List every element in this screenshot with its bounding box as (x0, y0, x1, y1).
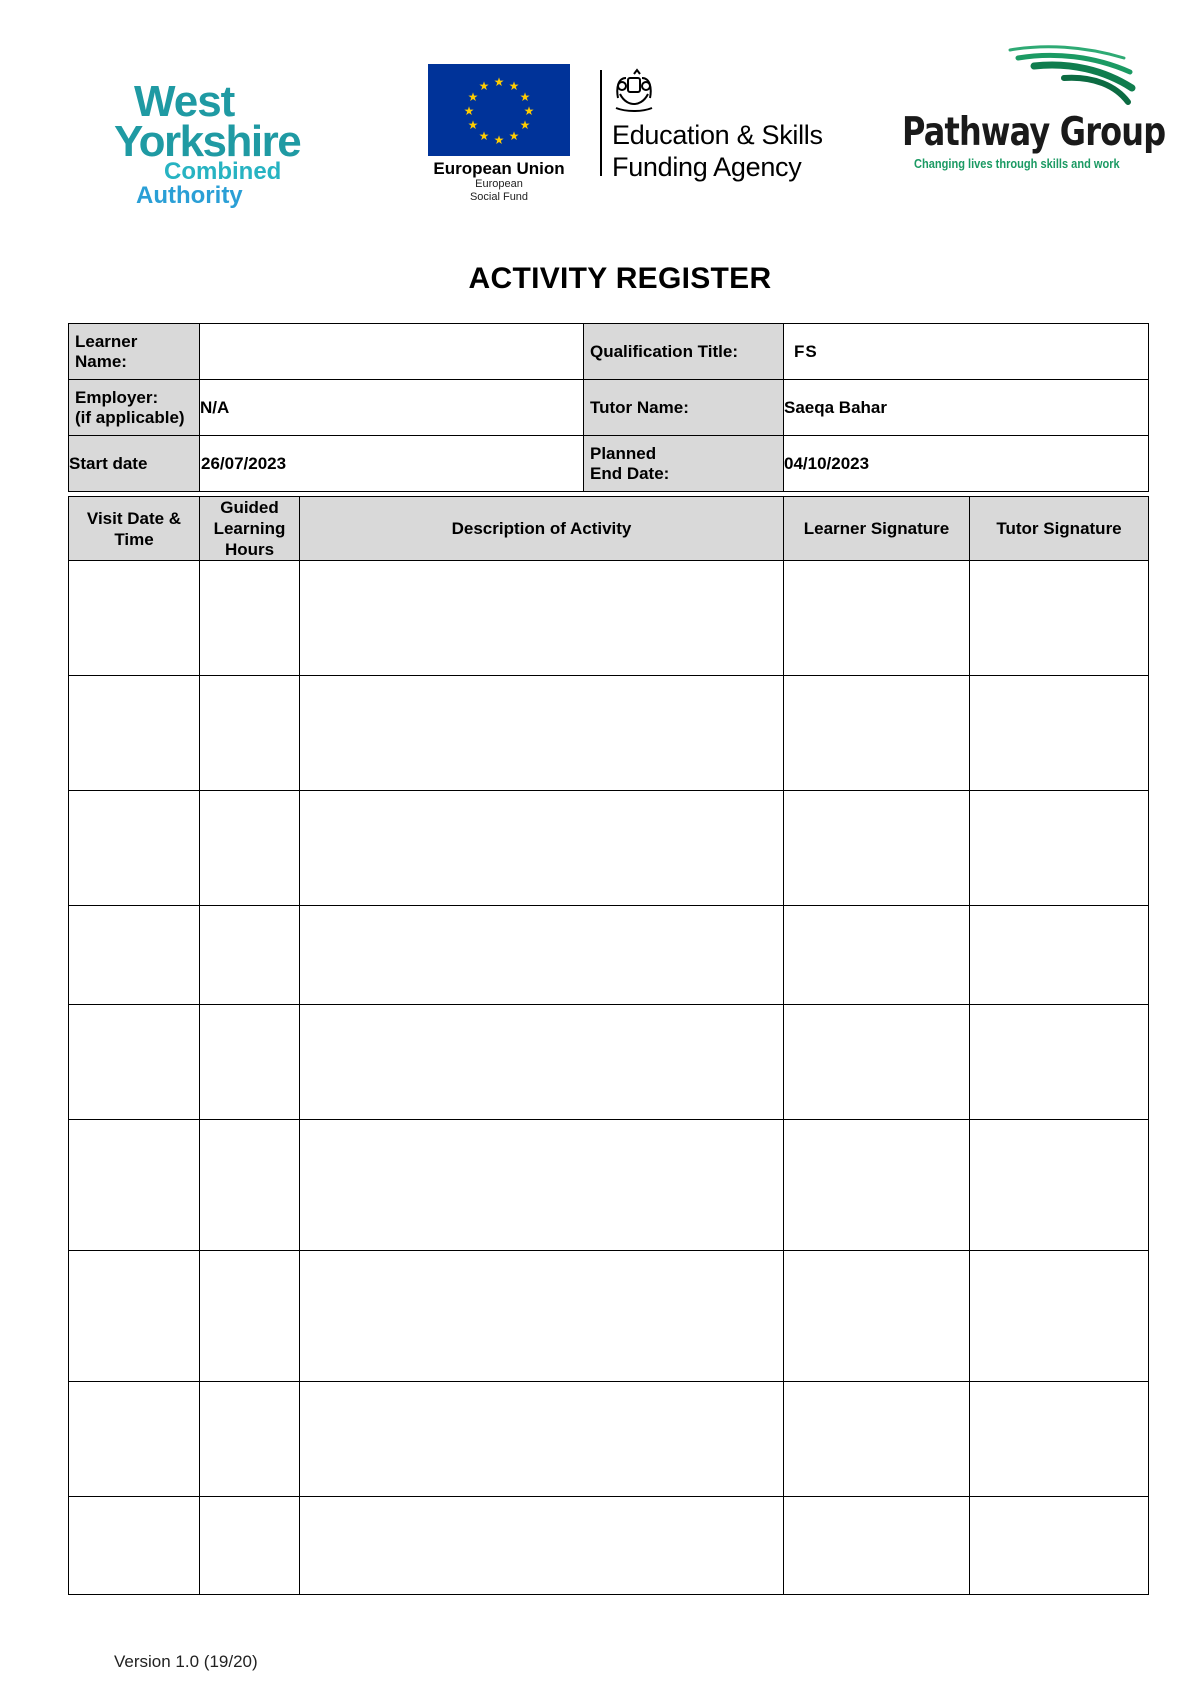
description-cell[interactable] (300, 561, 784, 676)
visit-date-cell[interactable] (69, 1005, 200, 1120)
header-description-of-activity: Description of Activity (300, 497, 784, 561)
employer-label: Employer: (if applicable) (69, 380, 200, 436)
learner-info-table (68, 323, 1149, 492)
table-row (69, 561, 1149, 676)
tutor-signature-cell[interactable] (970, 676, 1149, 791)
qualification-title-label: Qualification Title: (584, 324, 784, 380)
start-date-value[interactable]: 26/07/2023 (200, 436, 584, 492)
eu-flag-icon (428, 64, 570, 156)
svg-text:★: ★ (478, 129, 490, 143)
european-union-logo: ★ ★ ★ ★ ★ ★ ★ ★ ★ ★ ★ ★ European Union European Social Fund (428, 64, 570, 208)
guided-hours-cell[interactable] (200, 1005, 300, 1120)
pathway-group-logo: Pathway Group Changing lives through skills and work (896, 44, 1146, 174)
tutor-name-value[interactable]: Saeqa Bahar (784, 380, 1149, 436)
description-cell[interactable] (300, 1497, 784, 1595)
visit-date-cell[interactable] (69, 1120, 200, 1251)
page-title: ACTIVITY REGISTER (468, 262, 772, 295)
learner-name-field[interactable] (200, 324, 584, 380)
table-row (69, 1005, 1149, 1120)
svg-text:★: ★ (508, 129, 520, 143)
header-visit-date-time: Visit Date & Time (69, 497, 200, 561)
svg-text:★: ★ (463, 104, 475, 118)
svg-text:★: ★ (467, 118, 479, 132)
guided-hours-cell[interactable] (200, 676, 300, 791)
learner-signature-cell[interactable] (784, 1005, 970, 1120)
guided-hours-cell[interactable] (200, 1497, 300, 1595)
description-cell[interactable] (300, 1382, 784, 1497)
table-row (69, 791, 1149, 906)
qualification-title-value[interactable]: FS (784, 324, 1149, 380)
svg-text:★: ★ (523, 104, 535, 118)
visit-date-cell[interactable] (69, 1251, 200, 1382)
description-cell[interactable] (300, 1251, 784, 1382)
tutor-signature-cell[interactable] (970, 1382, 1149, 1497)
table-row (69, 1382, 1149, 1497)
visit-date-cell[interactable] (69, 1497, 200, 1595)
svg-text:★: ★ (493, 133, 505, 147)
svg-text:★: ★ (478, 79, 490, 93)
svg-text:★: ★ (508, 79, 520, 93)
learner-signature-cell[interactable] (784, 791, 970, 906)
royal-crest-icon (610, 68, 658, 114)
table-row (69, 1251, 1149, 1382)
tutor-signature-cell[interactable] (970, 1005, 1149, 1120)
tutor-signature-cell[interactable] (970, 906, 1149, 1005)
header-guided-learning-hours: Guided Learning Hours (200, 497, 300, 561)
svg-text:★: ★ (519, 118, 531, 132)
learner-signature-cell[interactable] (784, 1120, 970, 1251)
visit-date-cell[interactable] (69, 791, 200, 906)
description-cell[interactable] (300, 1120, 784, 1251)
tutor-signature-cell[interactable] (970, 1120, 1149, 1251)
learner-signature-cell[interactable] (784, 1251, 970, 1382)
guided-hours-cell[interactable] (200, 1251, 300, 1382)
activity-register-table (68, 496, 1149, 1595)
visit-date-cell[interactable] (69, 676, 200, 791)
visit-date-cell[interactable] (69, 906, 200, 1005)
learner-name-label: Learner Name: (69, 324, 200, 380)
guided-hours-cell[interactable] (200, 561, 300, 676)
svg-text:★: ★ (493, 75, 505, 89)
svg-text:★: ★ (467, 90, 479, 104)
learner-signature-cell[interactable] (784, 1382, 970, 1497)
table-row (69, 1120, 1149, 1251)
guided-hours-cell[interactable] (200, 791, 300, 906)
tutor-name-label: Tutor Name: (584, 380, 784, 436)
description-cell[interactable] (300, 791, 784, 906)
visit-date-cell[interactable] (69, 1382, 200, 1497)
start-date-label: Start date (69, 436, 200, 492)
svg-text:★: ★ (519, 90, 531, 104)
tutor-signature-cell[interactable] (970, 1251, 1149, 1382)
planned-end-date-label: Planned End Date: (584, 436, 784, 492)
description-cell[interactable] (300, 1005, 784, 1120)
header-tutor-signature: Tutor Signature (970, 497, 1149, 561)
guided-hours-cell[interactable] (200, 1120, 300, 1251)
learner-signature-cell[interactable] (784, 1497, 970, 1595)
description-cell[interactable] (300, 676, 784, 791)
learner-signature-cell[interactable] (784, 561, 970, 676)
table-row (69, 1497, 1149, 1595)
table-row (69, 906, 1149, 1005)
learner-signature-cell[interactable] (784, 676, 970, 791)
planned-end-date-value[interactable]: 04/10/2023 (784, 436, 1149, 492)
learner-signature-cell[interactable] (784, 906, 970, 1005)
visit-date-cell[interactable] (69, 561, 200, 676)
tutor-signature-cell[interactable] (970, 1497, 1149, 1595)
pathway-swoosh-icon (1004, 44, 1138, 106)
employer-value[interactable]: N/A (200, 380, 584, 436)
tutor-signature-cell[interactable] (970, 561, 1149, 676)
guided-hours-cell[interactable] (200, 1382, 300, 1497)
tutor-signature-cell[interactable] (970, 791, 1149, 906)
header-learner-signature: Learner Signature (784, 497, 970, 561)
esfa-logo: Education & Skills Funding Agency (600, 68, 830, 188)
description-cell[interactable] (300, 906, 784, 1005)
guided-hours-cell[interactable] (200, 906, 300, 1005)
table-row (69, 676, 1149, 791)
version-footer: Version 1.0 (19/20) (114, 1652, 258, 1671)
west-yorkshire-combined-authority-logo: West Yorkshire Combined Authority (114, 77, 301, 209)
